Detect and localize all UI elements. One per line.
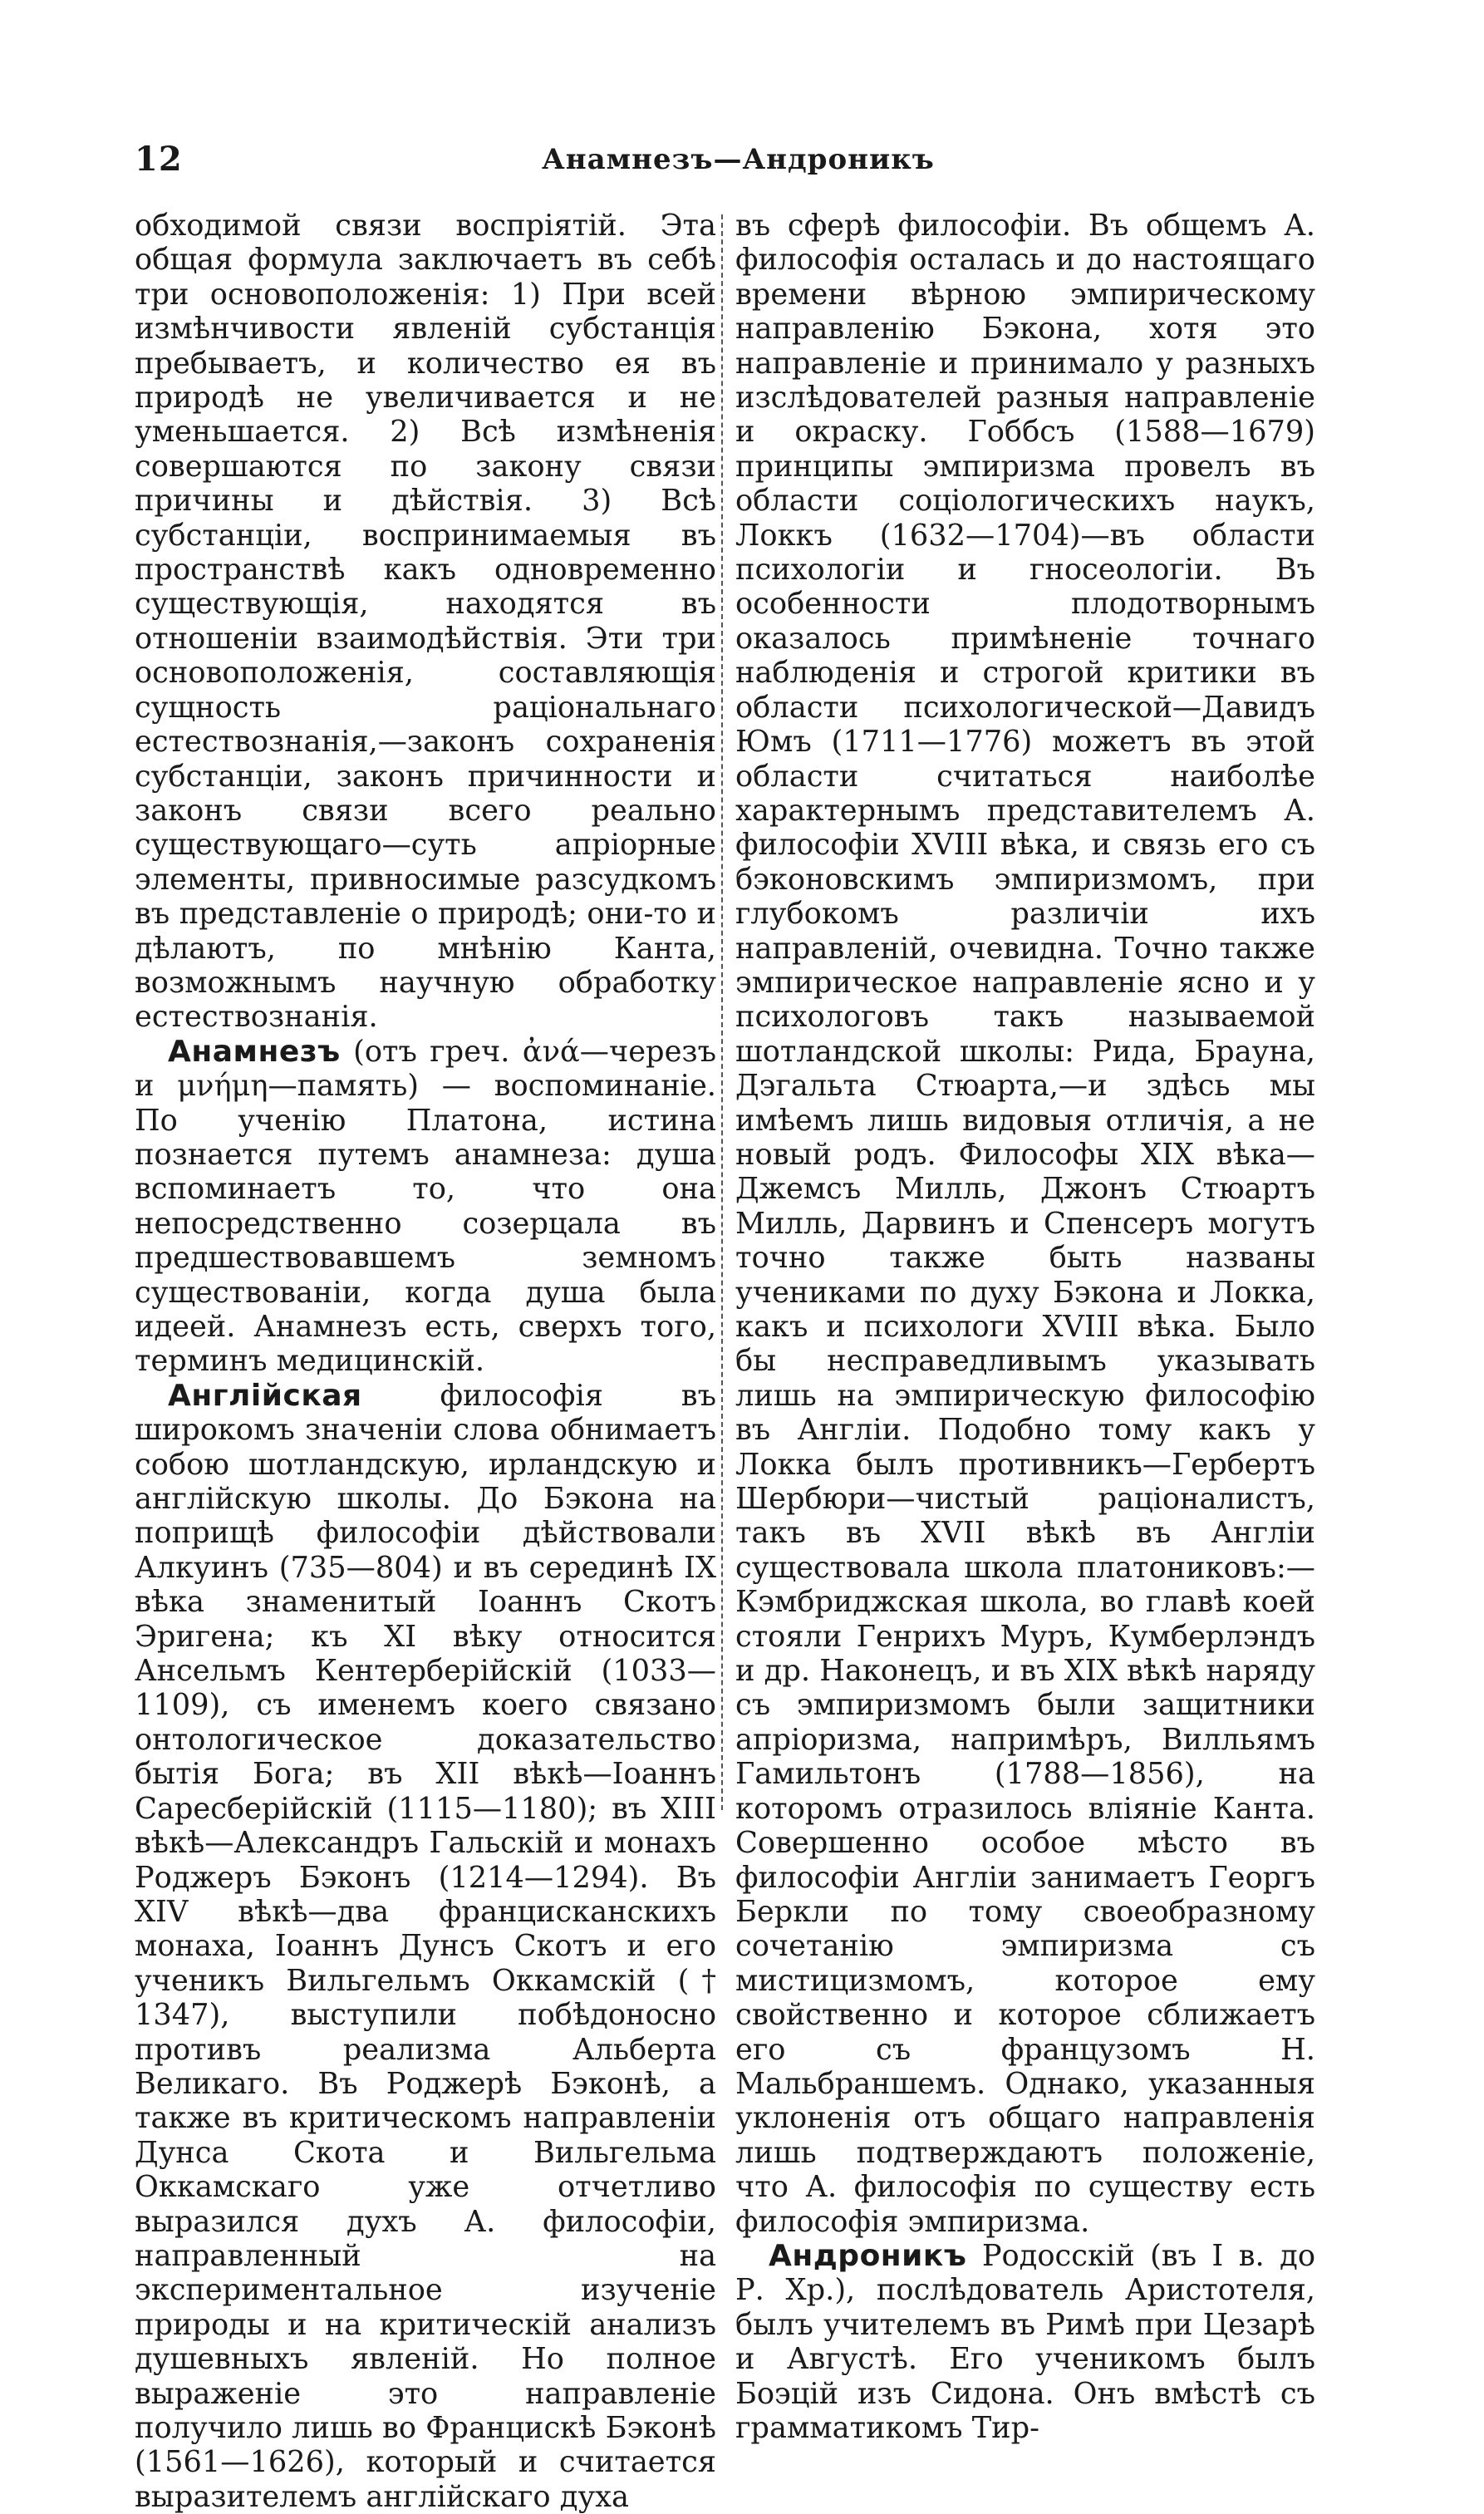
headword-andronik: Андроникъ xyxy=(769,2238,967,2273)
running-head: Анамнезъ—Андроникъ xyxy=(542,143,935,176)
entry-angliyskaya xyxy=(135,1379,716,2514)
entry-anamnez xyxy=(135,1035,716,1379)
column-divider xyxy=(721,214,723,1810)
entry-andronik xyxy=(735,2239,1315,2445)
left-column xyxy=(135,209,716,2514)
entry-anamnez-text: (отъ греч. ἀνά—черезъ и μνήμη—память) — воспоминаніе. По ученію Платона, истина познается путемъ анамнеза: душа вспоминаетъ то, что она непосредственно созерцала въ предшествовавшемъ земномъ существованіи, когда душа была идеей. Анамнезъ есть, сверхъ того, терминъ медицинскій. xyxy=(135,1034,716,1379)
page-header xyxy=(135,140,1348,189)
headword-anamnez: Анамнезъ xyxy=(168,1034,341,1069)
continued-paragraph: обходимой связи воспріятій. Эта общая формула заключаетъ въ себѣ три основоположенія: 1) При всей измѣнчивости явленій субстанція пребываетъ, и количество ея въ природѣ не увеличивается и не уменьшается. 2) Всѣ измѣненія совершаются по закону связи причины и дѣйствія. 3) Всѣ субстанціи, воспринимаемыя въ пространствѣ какъ одновременно существующія, находятся въ отношеніи взаимодѣйствія. Эти три основоположенія, составляющія сущность раціональнаго естествознанія,—законъ сохраненія субстанціи, законъ причинности и законъ связи всего реально существующаго—суть апріорные элементы, привносимые разсудкомъ въ представленіе о природѣ; они-то и дѣлаютъ, по мнѣнію Канта, возможнымъ научную обработку естествознанія. xyxy=(135,209,716,1035)
page-number: 12 xyxy=(135,140,183,179)
right-column xyxy=(735,209,1315,2445)
entry-angliyskaya-text: философія въ широкомъ значеніи слова обнимаетъ собою шотландскую, ирландскую и англійскую школы. До Бэкона на поприщѣ философіи дѣйствовали Алкуинъ (735—804) и въ серединѣ IX вѣка знаменитый Іоаннъ Скотъ Эригена; къ XI вѣку относится Ансельмъ Кентерберійскій (1033—1109), съ именемъ коего связано онтологическое доказательство бытія Бога; въ XII вѣкѣ—Іоаннъ Саресберійскій (1115—1180); въ XIII вѣкѣ—Александръ Гальскій и монахъ Роджеръ Бэконъ (1214—1294). Въ XIV вѣкѣ—два францисканскихъ монаха, Іоаннъ Дунсъ Скотъ и его ученикъ Вильгельмъ Оккамскій († 1347), выступили побѣдоносно противъ реализма Альберта Великаго. Въ Роджерѣ Бэконѣ, а также въ критическомъ направленіи Дунса Скота и Вильгельма Оккамскаго уже отчетливо выразился духъ А. философіи, направленный на экспериментальное изученіе природы и на критическій анализъ душевныхъ явленій. Но полное выраженіе это направленіе получило лишь во Францискѣ Бэконѣ (1561—1626), который и считается выразителемъ англійскаго духа xyxy=(135,1378,716,2514)
continued-paragraph-right: въ сферѣ философіи. Въ общемъ А. философія осталась и до настоящаго времени вѣрною эмпирическому направленію Бэкона, хотя это направленіе и принимало у разныхъ изслѣдователей разныя направленіе и окраску. Гоббсъ (1588—1679) принципы эмпиризма провелъ въ области соціологическихъ наукъ, Локкъ (1632—1704)—въ области психологіи и гносеологіи. Въ особенности плодотворнымъ оказалось примѣненіе точнаго наблюденія и строгой критики въ области психологической—Давидъ Юмъ (1711—1776) можетъ въ этой области считаться наиболѣе характернымъ представителемъ А. философіи XVIII вѣка, и связь его съ бэконовскимъ эмпиризмомъ, при глубокомъ различіи ихъ направленій, очевидна. Точно также эмпирическое направленіе ясно и у психологовъ такъ называемой шотландской школы: Рида, Брауна, Дэгальта Стюарта,—и здѣсь мы имѣемъ лишь видовыя отличія, а не новый родъ. Философы XIX вѣка—Джемсъ Милль, Джонъ Стюартъ Милль, Дарвинъ и Спенсеръ могутъ точно также быть названы учениками по духу Бэкона и Локка, какъ и психологи XVIII вѣка. Было бы несправедливымъ указывать лишь на эмпирическую философію въ Англіи. Подобно тому какъ у Локка былъ противникъ—Гербертъ Шербюри—чистый раціоналистъ, такъ въ XVII вѣкѣ въ Англіи существовала школа платониковъ:—Кэмбриджская школа, во главѣ коей стояли Генрихъ Муръ, Кумберлэндъ и др. Наконецъ, и въ XIX вѣкѣ наряду съ эмпиризмомъ были защитники апріоризма, напримѣръ, Вилльямъ Гамильтонъ (1788—1856), на которомъ отразилось вліяніе Канта. Совершенно особое мѣсто въ философіи Англіи занимаетъ Георгъ Беркли по тому своеобразному сочетанію эмпиризма съ мистицизмомъ, которое ему свойственно и которое сближаетъ его съ французомъ Н. Мальбраншемъ. Однако, указанныя уклоненія отъ общаго направленія лишь подтверждаютъ положеніе, что А. философія по существу есть философія эмпиризма. xyxy=(735,209,1315,2239)
headword-angliyskaya: Англійская xyxy=(168,1378,362,1413)
entry-andronik-text: Родосскій (въ I в. до Р. Хр.), послѣдователь Аристотеля, былъ учителемъ въ Римѣ при Цезарѣ и Августѣ. Его ученикомъ былъ Боэцій изъ Сидона. Онъ вмѣстѣ съ грамматикомъ Тир- xyxy=(735,2238,1315,2445)
